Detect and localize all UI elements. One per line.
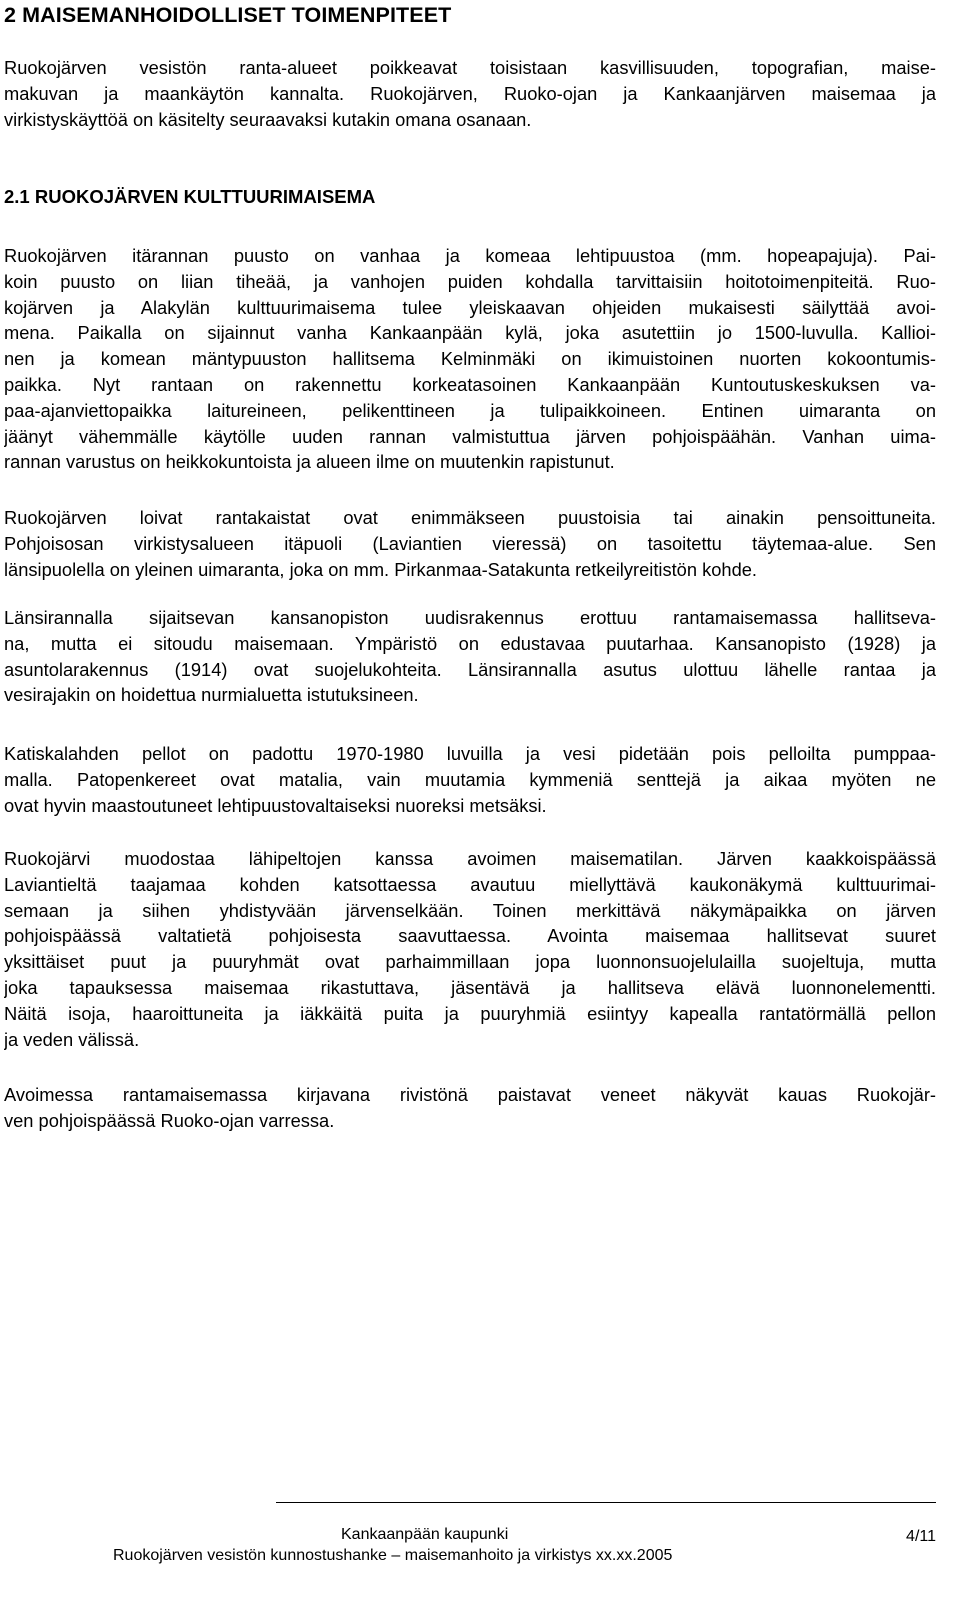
footer-divider [276,1502,936,1503]
text-line: paikka. Nyt rantaan on rakennettu korkeatasoinen Kankaanpään Kuntoutuskeskuksen va- [4,373,936,395]
text-line: ja veden välissä. [4,1028,140,1050]
text-line: mena. Paikalla on sijainnut vanha Kankaanpään kylä, joka asutettiin jo 1500-luvulla. Kallioi- [4,322,936,344]
paragraph-4 [4,741,936,818]
subsection-heading: 2.1 RUOKOJÄRVEN KULTTUURIMAISEMA [4,186,376,207]
footer-organization: Kankaanpään kaupunki [341,1526,509,1543]
text-line: asuntolarakennus (1914) ovat suojelukohteita. Länsirannalla asutus ulottuu lähelle rantaa ja [4,658,936,680]
paragraph-3 [4,605,936,708]
paragraph-5 [4,846,936,1052]
text-line: malla. Patopenkereet ovat matalia, vain muutamia kymmeniä senttejä ja aikaa myöten ne [4,768,936,790]
text-line: Ruokojärvi muodostaa lähipeltojen kanssa avoimen maisematilan. Järven kaakkoispäässä [4,848,936,869]
text-line: Ruokojärven itärannan puusto on vanhaa ja komeaa lehtipuustoa (mm. hopeapajuja). Pai- [4,245,936,266]
text-line: Pohjoisosan virkistysalueen itäpuoli (Laviantien vieressä) on tasoitettu täytemaa-alue. Sen [4,532,936,554]
paragraph-1 [4,243,936,475]
text-line: yksittäiset puut ja puuryhmät ovat parhaimmillaan jopa luonnonsuojelulailla suojeltuja, mutta [4,951,936,973]
section-heading: 2 MAISEMANHOIDOLLISET TOIMENPITEET [4,3,452,27]
text-line: ovat hyvin maastoutuneet lehtipuustovaltaiseksi nuoreksi metsäksi. [4,794,547,816]
text-line: kojärven ja Alakylän kulttuurimaisema tulee yleiskaavan ohjeiden mukaisesti säilyttää avoi- [4,296,936,318]
text-line: länsipuolella on yleinen uimaranta, joka on mm. Pirkanmaa-Satakunta retkeilyreitistön kohde. [4,558,757,580]
text-line: Katiskalahden pellot on padottu 1970-1980 luvuilla ja vesi pidetään pois pelloilta pumppaa- [4,743,936,764]
intro-paragraph [4,55,936,132]
paragraph-6 [4,1082,936,1134]
text-line: ven pohjoispäässä Ruoko-ojan varressa. [4,1109,335,1131]
text-line: Avoimessa rantamaisemassa kirjavana rivistönä paistavat veneet näkyvät kauas Ruokojär- [4,1084,936,1105]
text-line: Laviantieltä taajamaa kohden katsottaessa avautuu miellyttävä kaukonäkymä kulttuurimai- [4,873,936,895]
text-line: makuvan ja maankäytön kannalta. Ruokojärven, Ruoko-ojan ja Kankaanjärven maisemaa ja [4,82,936,104]
text-line: semaan ja siihen yhdistyvään järvenselkään. Toinen merkittävä näkymäpaikka on järven [4,899,936,921]
text-line: Ruokojärven vesistön ranta-alueet poikkeavat toisistaan kasvillisuuden, topografian, maise- [4,57,936,78]
text-line: Ruokojärven loivat rantakaistat ovat enimmäkseen puustoisia tai ainakin pensoittuneita. [4,507,936,528]
text-line: pohjoispäässä valtatietä pohjoisesta saavuttaessa. Avointa maisemaa hallitsevat suuret [4,925,936,947]
text-line: joka tapauksessa maisemaa rikastuttava, jäsentävä ja hallitseva elävä luonnonelementti. [4,976,936,998]
text-line: virkistyskäyttöä on käsitelty seuraavaksi kutakin omana osanaan. [4,108,532,130]
text-line: Länsirannalla sijaitsevan kansanopiston uudisrakennus erottuu rantamaisemassa hallitseva- [4,607,936,628]
text-line: Näitä isoja, haaroittuneita ja iäkkäitä puita ja puuryhmiä esiintyy kapealla rantatörmällä pellon [4,1002,936,1024]
footer-project-title: Ruokojärven vesistön kunnostushanke – maisemanhoito ja virkistys xx.xx.2005 [113,1547,673,1564]
paragraph-2 [4,505,936,582]
text-line: nen ja komean mäntypuuston hallitsema Kelminmäki on ikimuistoinen nuorten kokoontumis- [4,348,936,370]
page-number: 4/11 [906,1528,936,1545]
text-line: koin puusto on liian tiheää, ja vanhojen puiden kohdalla tarvittaisiin hoitotoimenpiteitä. Ruo- [4,270,936,292]
text-line: vesirajakin on hoidettua nurmialuetta istutuksineen. [4,684,419,706]
text-line: na, mutta ei sitoudu maisemaan. Ympäristö on edustavaa puutarhaa. Kansanopisto (1928) ja [4,632,936,654]
text-line: rannan varustus on heikkokuntoista ja alueen ilme on muutenkin rapistunut. [4,451,615,473]
text-line: paa-ajanviettopaikka laitureineen, pelikenttineen ja tulipaikkoineen. Entinen uimaranta on [4,399,936,421]
text-line: jäänyt vähemmälle käytölle uuden rannan valmistuttua järven pohjoispäähän. Vanhan uima- [4,425,936,447]
